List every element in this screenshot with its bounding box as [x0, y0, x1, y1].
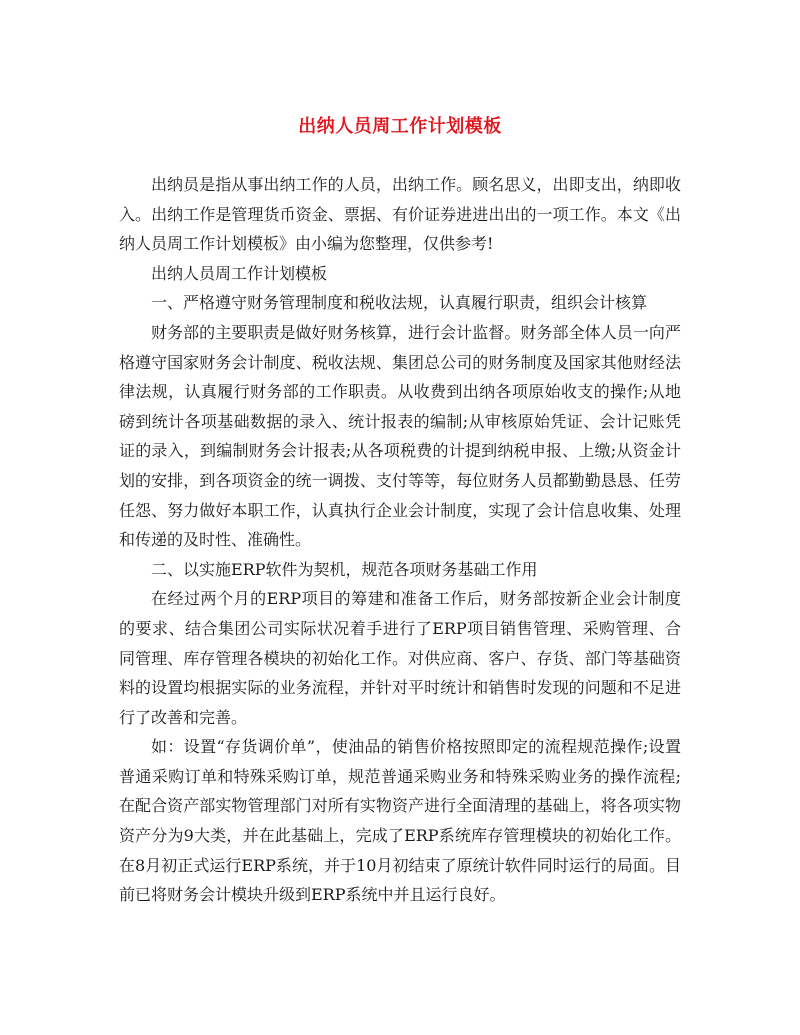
body-paragraph: 如：设置“存货调价单”，使油品的销售价格按照即定的流程规范操作;设置普通采购订单和特殊采购订单，规范普通采购业务和特殊采购业务的操作流程;在配合资产部实物管理部门对所有实物资产进行全面清理的基础上，将各项实物资产分为9大类，并在此基础上，完成了ERP系统库存管理模块的初始化工作。在8月初正式运行ERP系统，并于10月初结束了原统计软件同时运行的局面。目前已将财务会计模块升级到ERP系统中并且运行良好。 [119, 737, 681, 905]
intro-paragraph: 出纳员是指从事出纳工作的人员，出纳工作。顾名思义，出即支出，纳即收入。出纳工作是管理货币资金、票据、有价证券进进出出的一项工作。本文《出纳人员周工作计划模板》由小编为您整理，仅供参考! [119, 175, 681, 254]
subtitle-paragraph: 出纳人员周工作计划模板 [151, 263, 328, 283]
document-title: 出纳人员周工作计划模板 [298, 116, 502, 137]
document-body [119, 170, 681, 910]
body-paragraph: 财务部的主要职责是做好财务核算，进行会计监督。财务部全体人员一向严格遵守国家财务会计制度、税收法规、集团总公司的财务制度及国家其他财经法律法规，认真履行财务部的工作职责。从收费到出纳各项原始收支的操作;从地磅到统计各项基础数据的录入、统计报表的编制;从审核原始凭证、会计记账凭证的录入，到编制财务会计报表;从各项税费的计提到纳税申报、上缴;从资金计划的安排，到各项资金的统一调拨、支付等等，每位财务人员都勤勤恳恳、任劳任怨、努力做好本职工作，认真执行企业会计制度，实现了会计信息收集、处理和传递的及时性、准确性。 [119, 322, 681, 550]
body-paragraph: 在经过两个月的ERP项目的筹建和准备工作后，财务部按新企业会计制度的要求、结合集团公司实际状况着手进行了ERP项目销售管理、采购管理、合同管理、库存管理各模块的初始化工作。对供应商、客户、存货、部门等基础资料的设置均根据实际的业务流程，并针对平时统计和销售时发现的问题和不足进行了改善和完善。 [119, 589, 681, 727]
section-heading-2: 二、以实施ERP软件为契机，规范各项财务基础工作用 [151, 559, 538, 579]
section-heading-1: 一、严格遵守财务管理制度和税收法规，认真履行职责，组织会计核算 [151, 293, 648, 313]
